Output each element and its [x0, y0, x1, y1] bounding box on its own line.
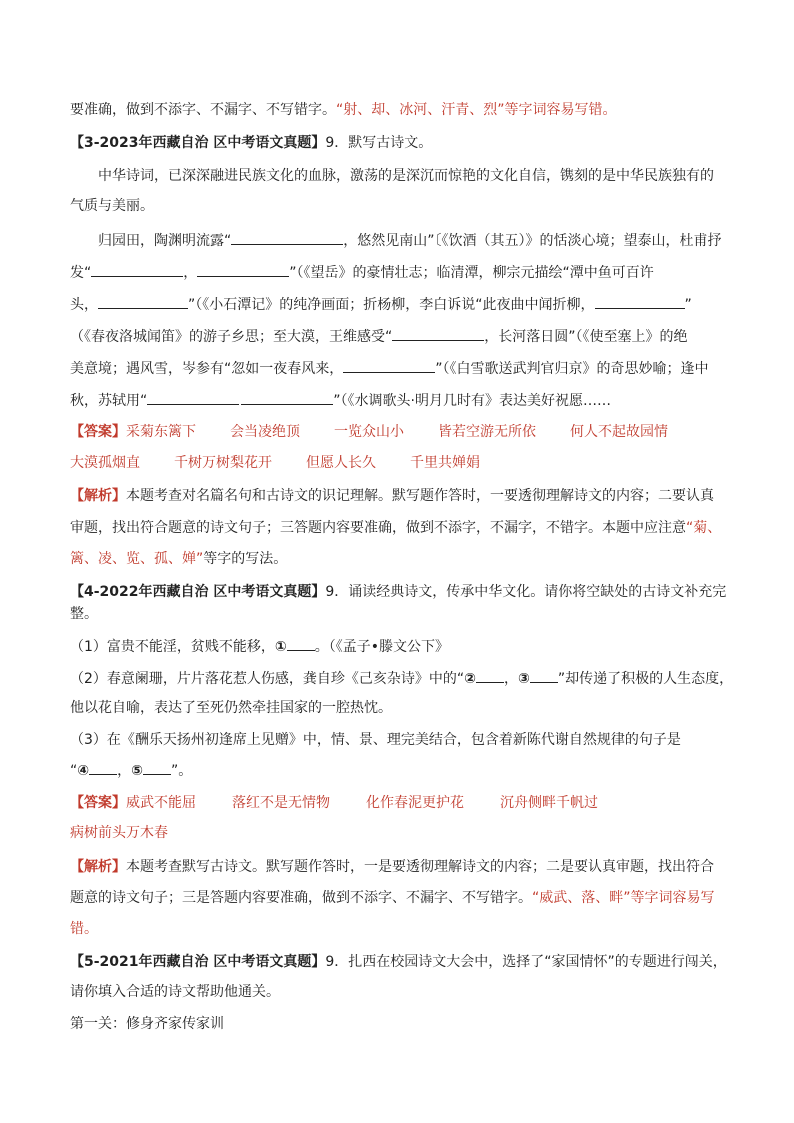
- q3-passage-line: [70, 196, 154, 216]
- answer-blank[interactable]: [595, 294, 685, 309]
- answer-item: 落红不是无情物: [232, 795, 330, 811]
- q3-answer-line: [70, 422, 668, 442]
- blank-number: ①: [274, 639, 287, 655]
- answer-blank[interactable]: [530, 668, 558, 683]
- answer-item: 化作春泥更护花: [366, 795, 464, 811]
- q3-title: 【3-2023年西藏自治 区中考语文真题】: [70, 135, 326, 151]
- q3-passage-line: [70, 262, 654, 283]
- question-text: ，: [504, 671, 519, 687]
- answer-blank[interactable]: [343, 358, 435, 373]
- q3-passage-text: ”（《白雪歌送武判官归京》的奇思妙喻；逢中: [435, 361, 709, 377]
- q3-explanation-line: [70, 518, 721, 538]
- q3-passage-text: 气质与美丽。: [70, 198, 154, 214]
- answer-item: 威武不能屈: [126, 795, 196, 811]
- blank-number: ④: [77, 763, 90, 779]
- question-text: ”却传递了积极的人生态度，: [557, 671, 734, 687]
- answer-blank[interactable]: [143, 760, 171, 775]
- question-text: 。（《孟子•滕文公下》: [314, 639, 450, 655]
- q3-passage-text: ”: [684, 297, 692, 313]
- q3-passage-line: [98, 166, 714, 186]
- q4-answer-line: [70, 793, 598, 813]
- answer-item: 千里共婵娟: [410, 455, 480, 471]
- question-text: （1）富贵不能淫，贫贱不能移，: [70, 639, 275, 655]
- answer-item: 会当凌绝顶: [230, 424, 300, 440]
- explanation-highlight: “威武、落、畔”等字词容易写: [532, 890, 715, 906]
- q3-explanation-line: [70, 549, 287, 569]
- explanation-text: 本题考查默写古诗文。默写题作答时，一是要透彻理解诗文的内容；二是要认真审题，找出符合: [126, 859, 714, 875]
- answer-blank[interactable]: [89, 760, 117, 775]
- q3-answer-line: [70, 453, 480, 473]
- q3-passage-text: 发“: [70, 265, 92, 281]
- q3-passage-text: ”（《水调歌头·明月几时有》表达美好祝愿……: [333, 393, 611, 409]
- q3-passage-line: [70, 294, 692, 315]
- explanation-label: 【解析】: [70, 859, 126, 875]
- q4-item-1: [70, 636, 449, 657]
- explanation-highlight: 错。: [70, 921, 98, 937]
- answer-blank[interactable]: [287, 636, 315, 651]
- q3-passage-text: 美意境；遇风雪，岑参有“忽如一夜春风来，: [70, 361, 344, 377]
- answer-blank[interactable]: [147, 390, 239, 405]
- q4-title: 【4-2022年西藏自治 区中考语文真题】: [70, 584, 326, 600]
- question-text: （3）在《酬乐天扬州初逢席上见赠》中，情、景、理完美结合，包含着新陈代谢自然规律的句子是: [70, 732, 681, 748]
- q5-stage-line: [70, 1014, 224, 1034]
- q3-passage-text: 秋，苏轼用“: [70, 393, 148, 409]
- question-text: （2）春意阑珊，片片落花惹人伤感，龚自珍《己亥杂诗》中的“: [70, 671, 465, 687]
- answer-item: 病树前头万木春: [70, 825, 168, 841]
- answer-label: 【答案】: [70, 795, 126, 811]
- answer-label: 【答案】: [70, 424, 126, 440]
- intro-highlight: “射、却、冰河、汗青、烈”等字词容易写错。: [336, 102, 617, 118]
- q3-passage-text: 头，: [70, 297, 98, 313]
- q3-passage-line: [70, 390, 611, 411]
- q3-passage-text: （《春夜洛城闻笛》的游子乡思；至大漠，王维感受“: [70, 329, 393, 345]
- answer-blank[interactable]: [98, 294, 188, 309]
- q3-passage-line: [98, 230, 722, 251]
- q3-passage-text: 归园田，陶渊明流露“: [98, 233, 232, 249]
- q5-heading-cont: [70, 982, 280, 1002]
- q5-instruction: 9．扎西在校园诗文大会中，选择了“家国情怀”的专题进行闯关，: [325, 954, 727, 970]
- answer-item: 千树万树梨花开: [174, 455, 272, 471]
- q3-passage-text: ，悠然见南山”〔《饮酒（其五）》的恬淡心境；望泰山，杜甫抒: [343, 233, 722, 249]
- answer-item: 大漠孤烟直: [70, 455, 140, 471]
- q4-item-2-cont: [70, 698, 392, 718]
- q4-instruction: 9．诵读经典诗文，传承中华文化。请你将空缺处的古诗文补充完: [325, 584, 727, 600]
- blank-number: ②: [464, 671, 477, 687]
- question-text: 他以花自喻，表达了至死仍然牵挂国家的一腔热忱。: [70, 700, 392, 716]
- q4-item-3-cont: [70, 760, 192, 781]
- q4-explanation-line: [70, 857, 714, 877]
- q5-heading: [70, 952, 727, 972]
- q3-explanation-line: [70, 486, 714, 506]
- answer-blank[interactable]: [241, 390, 333, 405]
- answer-blank[interactable]: [197, 262, 289, 277]
- intro-line: [70, 100, 617, 120]
- q4-item-3: [70, 730, 681, 750]
- q3-passage-text: ，: [183, 265, 198, 281]
- q3-passage-text: ”（《小石潭记》的纯净画面；折杨柳，李白诉说“此夜曲中闻折柳，: [188, 297, 595, 313]
- explanation-text: 等字的写法。: [203, 551, 288, 567]
- intro-text: 要准确，做到不添字、不漏字、不写错字。: [70, 102, 336, 118]
- q3-heading: [70, 133, 432, 153]
- q3-passage-text: 中华诗词，已深深融进民族文化的血脉，激荡的是深沉而惊艳的文化自信，镌刻的是中华民族独有的: [98, 168, 714, 184]
- q3-passage-line: [70, 358, 709, 379]
- q4-explanation-line: [70, 919, 98, 939]
- answer-item: 何人不起故园情: [570, 424, 668, 440]
- explanation-label: 【解析】: [70, 488, 126, 504]
- answer-blank[interactable]: [476, 668, 504, 683]
- explanation-text: 题意的诗文句子；三是答题内容要准确，做到不添字、不漏字、不写错字。: [70, 890, 532, 906]
- q3-instruction: 9．默写古诗文。: [325, 135, 433, 151]
- answer-item: 但愿人长久: [306, 455, 376, 471]
- q4-answer-line: [70, 823, 168, 843]
- explanation-highlight: 篱、凌、览、孤、婵”: [70, 551, 204, 567]
- q4-instruction: 整。: [70, 606, 98, 622]
- explanation-highlight: “菊、: [686, 520, 722, 536]
- q5-instruction: 请你填入合适的诗文帮助他通关。: [70, 984, 280, 1000]
- explanation-text: 本题考查对名篇名句和古诗文的识记理解。默写题作答时，一要透彻理解诗文的内容；二要认真: [126, 488, 714, 504]
- q5-title: 【5-2021年西藏自治 区中考语文真题】: [70, 954, 326, 970]
- q3-passage-text: ，长河落日圆”（《使至塞上》的绝: [484, 329, 688, 345]
- q4-explanation-line: [70, 888, 715, 908]
- answer-blank[interactable]: [91, 262, 183, 277]
- q4-heading: [70, 582, 726, 602]
- answer-item: 沉舟侧畔千帆过: [500, 795, 598, 811]
- answer-item: 一览众山小: [334, 424, 404, 440]
- answer-blank[interactable]: [392, 326, 484, 341]
- question-text: ”。: [170, 763, 193, 779]
- question-text: ，: [117, 763, 132, 779]
- q5-stage-title: 第一关：修身齐家传家训: [70, 1016, 224, 1032]
- blank-number: ⑤: [131, 763, 143, 779]
- blank-number: ③: [518, 671, 530, 687]
- answer-item: 皆若空游无所依: [438, 424, 536, 440]
- question-text: “: [70, 763, 78, 779]
- answer-blank[interactable]: [231, 230, 343, 245]
- q3-passage-line: [70, 326, 688, 347]
- q3-passage-text: ”（《望岳》的豪情壮志；临清潭，柳宗元描绘“潭中鱼可百许: [289, 265, 654, 281]
- q4-heading-cont: [70, 604, 98, 624]
- explanation-text: 审题，找出符合题意的诗文句子；三答题内容要准确，做到不添字，不漏字，不错字。本题中应注意: [70, 520, 686, 536]
- answer-item: 采菊东篱下: [126, 424, 196, 440]
- q4-item-2: [70, 668, 733, 689]
